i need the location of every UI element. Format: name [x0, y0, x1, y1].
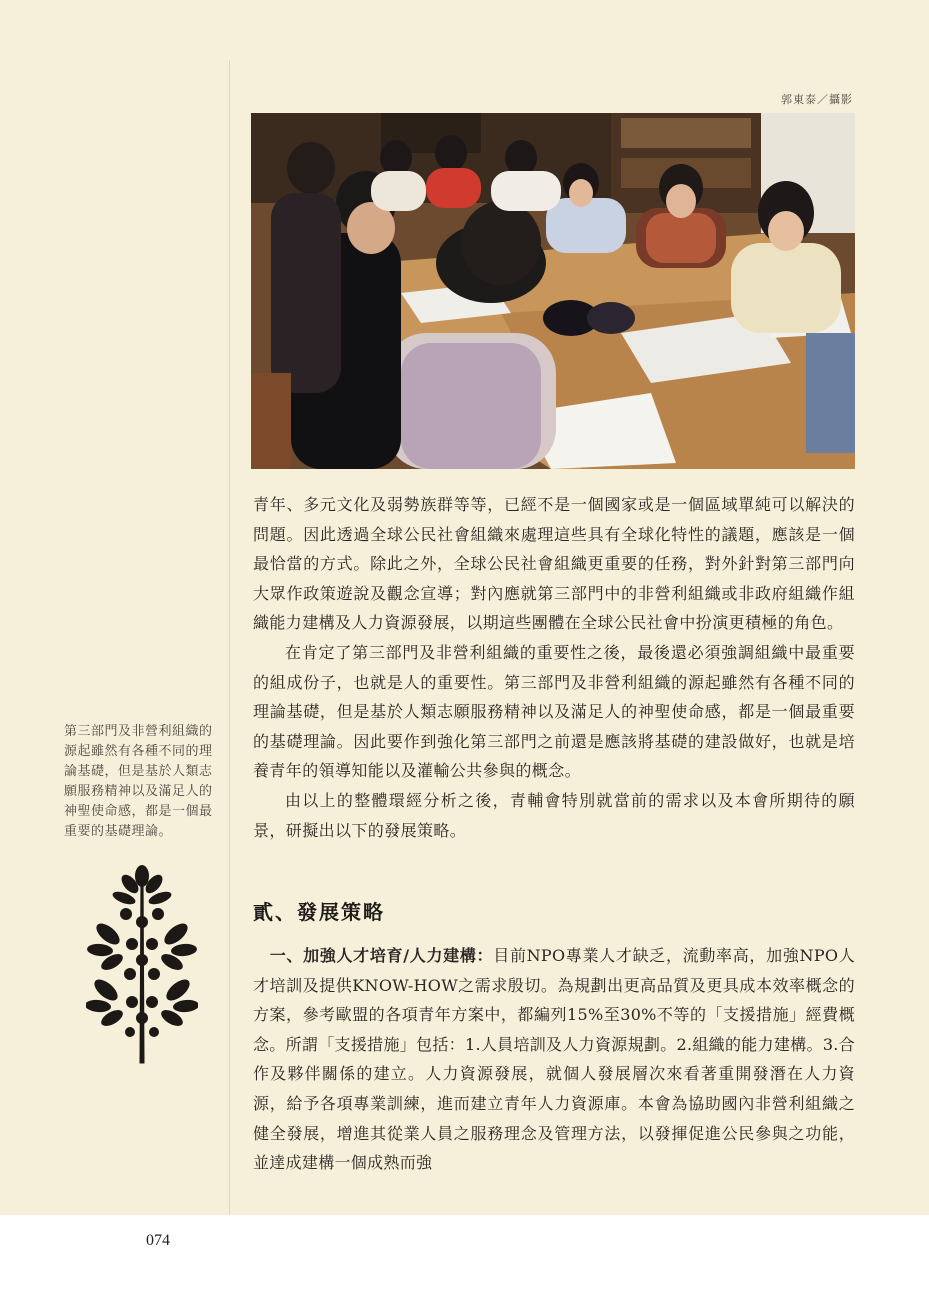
section-body: 目前NPO專業人才缺乏，流動率高，加強NPO人才培訓及提供KNOW-HOW之需求殷切。為規劃出更高品質及更具成本效率概念的方案，參考歐盟的各項青年方案中，都編列15%至30%不等的「支援措施」經費概念。所謂「支援措施」包括：1.人員培訓及人力資源規劃。2.組織的能力建構。3.合作及夥伴關係的建立。人力資源發展，就個人發展層次來看著重開發潛在人力資源，給予各項專業訓練，進而建立青年人力資源庫。本會為協助國內非營利組織之健全發展，增進其從業人員之服務理念及管理方法，以發揮促進公民參與之功能，並達成建構一個成熟而強 [253, 946, 855, 1173]
classroom-photo [251, 113, 855, 469]
body-text-upper [253, 490, 855, 845]
section-title: 貳、發展策略 [253, 900, 385, 924]
page-number: 074 [146, 1232, 170, 1249]
section-paragraph [253, 941, 855, 1178]
leaf-ornament-icon [86, 862, 198, 1074]
body-text-lower [253, 941, 855, 1178]
section-lead: 一、加強人才培育/人力建構： [269, 946, 494, 965]
paragraph-2: 在肯定了第三部門及非營利組織的重要性之後，最後還必須強調組織中最重要的組成份子，也就是人的重要性。第三部門及非營利組織的源起雖然有各種不同的理論基礎，但是基於人類志願服務精神以及滿足人的神聖使命感，都是一個最重要的基礎理論。因此要作到強化第三部門之前還是應該將基礎的建設做好，也就是培養青年的領導知能以及灌輸公共參與的概念。 [253, 642, 855, 781]
column-divider [229, 60, 230, 1215]
paragraph-3: 由以上的整體環經分析之後，青輔會特別就當前的需求以及本會所期待的願景，研擬出以下的發展策略。 [253, 790, 855, 840]
side-note: 第三部門及非營利組織的源起雖然有各種不同的理論基礎，但是基於人類志願服務精神以及滿足人的神聖使命感，都是一個最重要的基礎理論。 [64, 724, 213, 839]
paragraph-1: 青年、多元文化及弱勢族群等等，已經不是一個國家或是一個區域單純可以解決的問題。因此透過全球公民社會組織來處理這些具有全球化特性的議題，應該是一個最恰當的方式。除此之外，全球公民社會組織更重要的任務，對外針對第三部門向大眾作政策遊說及觀念宣導；對內應就第三部門中的非營利組織或非政府組織作組織能力建構及人力資源發展，以期這些團體在全球公民社會中扮演更積極的角色。 [253, 495, 855, 633]
photo-credit: 郭東泰／攝影 [781, 93, 853, 106]
